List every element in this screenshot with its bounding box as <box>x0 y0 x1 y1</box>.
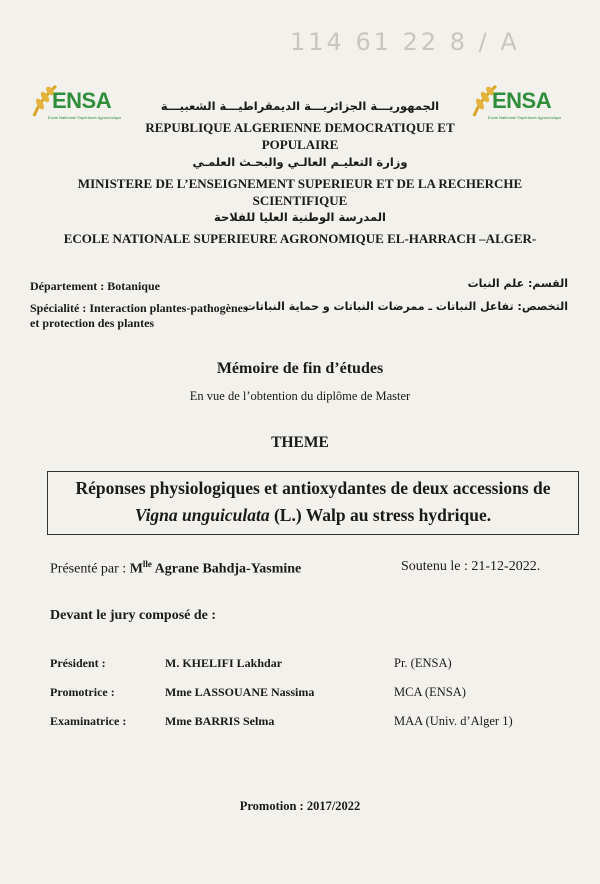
logo-text: ENSA <box>52 88 112 113</box>
presenter-title-sup: lle <box>142 559 152 569</box>
theme-line-2 <box>47 505 579 526</box>
theme-label: THEME <box>271 434 329 451</box>
header-ar-ministry: وزارة التعليـم العالـي والبحـث العلمـي <box>192 155 408 169</box>
jury-role: Président : <box>50 656 106 670</box>
department-fr: Département : Botanique <box>30 279 160 293</box>
species-name: Vigna unguiculata <box>134 505 270 525</box>
header-fr-ministry-2: SCIENTIFIQUE <box>252 193 348 208</box>
jury-heading: Devant le jury composé de : <box>50 608 217 623</box>
logo-text: ENSA <box>492 88 552 113</box>
presenter-name: Agrane Bahdja-Yasmine <box>151 561 302 577</box>
speciality-fr-1: Spécialité : Interaction plantes-pathogènes <box>30 301 248 315</box>
jury-name: Mme BARRIS Selma <box>165 714 275 728</box>
promotion: Promotion : 2017/2022 <box>239 799 361 813</box>
presented-by-label: Présenté par : <box>50 561 130 577</box>
defense-date: Soutenu le : 21-12-2022. <box>401 559 541 574</box>
header-fr-republic-1: REPUBLIQUE ALGERIENNE DEMOCRATIQUE ET <box>145 120 455 135</box>
jury-role: Examinatrice : <box>50 714 127 728</box>
jury-name: M. KHELIFI Lakhdar <box>165 656 283 670</box>
presented-by <box>50 559 301 578</box>
header-ar-republic: الجمهوريـــة الجزائريـــة الديمقراطيـــة الشعبيـــة <box>160 99 440 113</box>
speciality-fr-2: et protection des plantes <box>30 316 155 330</box>
theme-line-2-rest: (L.) Walp au stress hydrique. <box>269 505 492 525</box>
header-ar-school: المدرسة الوطنية العليا للفلاحة <box>214 210 386 224</box>
logo-subtitle: Ecole Nationale Supérieure Agronomique <box>488 115 562 120</box>
jury-name: Mme LASSOUANE Nassima <box>165 685 315 699</box>
handwritten-reference: 114 61 22 8 / A <box>290 28 520 56</box>
speciality-ar: التخصص: تفاعل النباتات ـ ممرضات النباتات و حماية النباتات <box>244 300 568 313</box>
presenter-title: M <box>129 561 143 577</box>
header-fr-school: ECOLE NATIONALE SUPERIEURE AGRONOMIQUE EL-HARRACH –ALGER- <box>63 231 537 246</box>
jury-rank: Pr. (ENSA) <box>394 656 452 670</box>
jury-rank: MAA (Univ. d’Alger 1) <box>394 714 513 728</box>
logo-subtitle: Ecole Nationale Supérieure Agronomique <box>48 115 122 120</box>
theme-line-1: Réponses physiologiques et antioxydantes de deux accessions de <box>75 478 551 498</box>
memoire-title: Mémoire de fin d’études <box>216 360 384 377</box>
header-fr-republic-2: POPULAIRE <box>261 137 339 152</box>
jury-rank: MCA (ENSA) <box>394 685 466 699</box>
memoire-subtitle: En vue de l’obtention du diplôme de Master <box>189 389 411 403</box>
header-fr-ministry-1: MINISTERE DE L’ENSEIGNEMENT SUPERIEUR ET DE LA RECHERCHE <box>77 176 523 191</box>
department-ar: القسم: علم النبات <box>467 277 568 290</box>
jury-role: Promotrice : <box>50 685 115 699</box>
